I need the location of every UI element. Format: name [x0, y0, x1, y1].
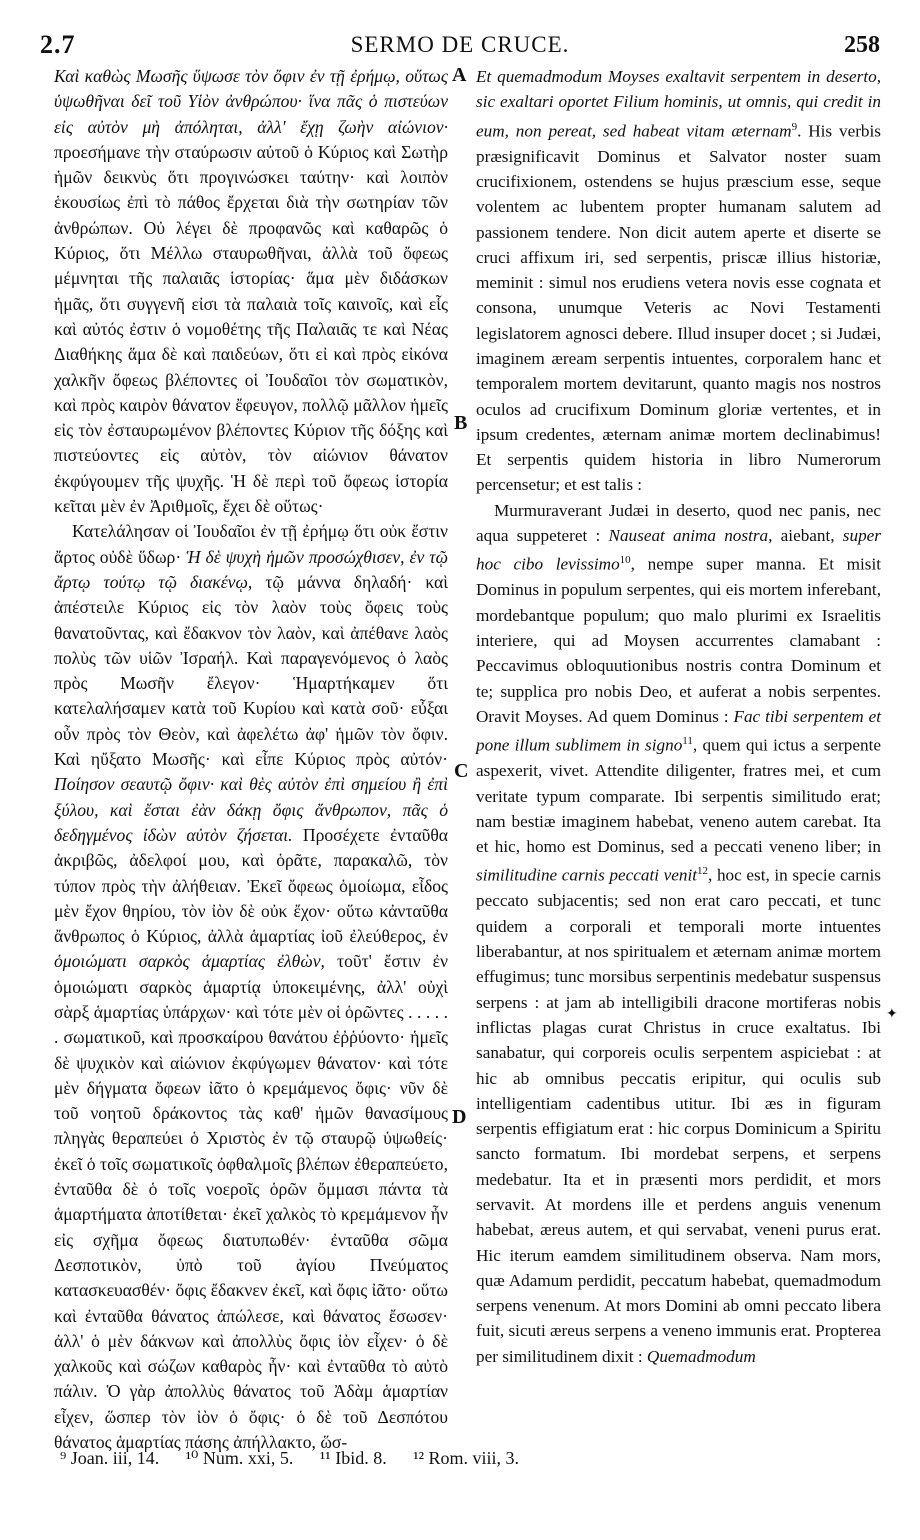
section-marker-a: A: [452, 64, 467, 86]
greek-paragraph: [54, 64, 448, 519]
greek-column: [54, 64, 448, 1453]
section-marker-d: D: [452, 1106, 467, 1128]
latin-quote: Quemadmodum: [646, 1346, 756, 1366]
greek-quote: Καὶ καθὼς Μωσῆς ὕψωσε τὸν ὄφιν ἐν τῇ ἐρήμῳ, οὕτως ὑψωθῆναι δεῖ τοῦ Υἱὸν ἀνθρώπου· ἵνα πᾶς ὁ πιστεύων εἰς αὐτὸν μὴ ἀπόληται, ἀλλ' ἔχῃ ζωὴν αἰώνιον·: [54, 66, 448, 137]
section-marker-c: C: [454, 760, 469, 782]
latin-quote: Fac tibi serpentem et pone illum sublimem in signo: [476, 706, 881, 755]
footnote-ref: 12: [697, 865, 709, 878]
greek-text: προεσήμανε τὴν σταύρωσιν αὐτοῦ ὁ Κύριος καὶ Σωτὴρ ἡμῶν δεικνὺς ὅτι προγινώσκει ταύτην· καὶ λοιπὸν ἑκουσίως ἐπὶ τὸ πάθος ἔρχεται διὰ τὴν σωτηρίαν τῶν ἀνθρώπων. Οὐ λέγει δὲ προφανῶς καὶ καθαρῶς ὁ Κύριος, ὅτι Μέλλω σταυρωθῆναι, ἀλλὰ τοῦ ὄφεως μέμνηται τῆς παλαιᾶς ἱστορίας· ἅμα μὲν διδάσκων ἡμᾶς, ὅτι συγγενῆ εἰσι τὰ παλαιὰ τοῖς καινοῖς, καὶ εἷς καὶ αὐτός ἐστιν ὁ νομοθέτης τῆς Παλαιᾶς τε καὶ Νέας Διαθήκης ἅμα δὲ καὶ παιδεύων, ὅτι εἰ καὶ πρὸς εἰκόνα χαλκῆν ὄφεως βλέποντες οἱ Ἰουδαῖοι τὸν σωματικὸν, καὶ πρὸς καιρὸν θάνατον ἔφευγον, πολλῷ μᾶλλον ἡμεῖς εἰς τὸν ἐσταυρωμένον βλέποντες Κύριον τῆς δόξης καὶ πιστεύοντες εἰς αὐτὸν, τὸν αἰώνιον θάνατον ἐκφύγουμεν τῆς ψυχῆς. Ἡ δὲ περὶ τοῦ ὄφεως ἱστορία κεῖται μὲν ἐν Ἀριθμοῖς, ἔχει δὲ οὕτως·: [54, 141, 448, 517]
latin-quote: similitudine carnis peccati venit: [476, 866, 698, 886]
footnote-ref: 9: [791, 120, 798, 133]
greek-quote: Ἡ δὲ ψυχὴ ἡμῶν προσώχθισεν, ἐν τῷ ἄρτῳ τούτῳ τῷ διακένῳ,: [54, 546, 448, 592]
latin-paragraph: [476, 64, 881, 498]
greek-quote: ὁμοιώματι σαρκὸς ἁμαρτίας ἐλθὼν,: [54, 951, 325, 972]
latin-text: . His verbis præsignificavit Dominus et Salvator noster suam crucifixionem, ostendens se hujus præscium esse, seque volentem ac lubentem propter humanam salutem ad passionem tendere. Non dicit autem aperte et diserte se cruci affixum iri, sed serpentis, priscæ illius historiæ, meminit : simul nos erudiens vetera novis esse cognata et consona, unumque Veteris ac Novi Testamenti legislatorem agnosci debere. Illud insuper docet ; si Judæi, imaginem æream serpentis intuentes, corporalem hanc et temporalem mortem devitarunt, quanto magis nos nostros oculos ad crucifixum Dominum gloriæ vertentes, et in ipsum credentes, æternam animæ mortem declinabimus! Et serpentis quidem historia in libro Numerorum percensetur; et est talis :: [476, 121, 881, 495]
latin-quote: super hoc cibo levissimo: [476, 526, 881, 575]
page-number-right: 258: [844, 32, 880, 58]
greek-quote: Ποίησον σεαυτῷ ὄφιν· καὶ θὲς αὐτὸν ἐπὶ σημείου ἢ ἐπὶ ξύλου, καὶ ἔσται ἐὰν δάκῃ ὄφις ἄνθρωπον, πᾶς ὁ δεδηγμένος ἰδὼν αὐτὸν ζήσεται.: [54, 774, 448, 845]
running-title: SERMO DE CRUCE.: [350, 32, 570, 57]
footnote: ¹¹ Ibid. 8.: [319, 1448, 387, 1468]
latin-column: [476, 64, 881, 1442]
latin-paragraph: [476, 498, 881, 1369]
latin-quote: Et quemadmodum Moyses exaltavit serpentem in deserto, sic exaltari oportet Filium hominis, ut omnis, qui credit in eum, non pereat, sed habeat vitam æternam: [476, 67, 881, 141]
page-number-left: 2.7: [40, 30, 76, 59]
greek-text: τῷ μάννα δηλαδή· καὶ ἀπέστειλε Κύριος εἰς τὸν λαὸν τοὺς ὄφεις τοὺς θανατοῦντας, καὶ ἔδακνον τὸν λαὸν, καὶ ἀπέθανε λαὸς πολὺς τῶν υἱῶν Ἰσραήλ. Καὶ παραγενόμενος ὁ λαὸς πρὸς Μωσῆν ἔλεγον· Ἡμαρτήκαμεν ὅτι κατελαλήσαμεν κατὰ τοῦ Κυρίου καὶ κατὰ σοῦ· εὖξαι οὖν πρὸς τὸν Θεὸν, καὶ ἀφελέτω ἀφ' ἡμῶν τὸν ὄφιν. Καὶ ηὔξατο Μωσῆς· καὶ εἶπε Κύριος πρὸς αὐτόν·: [54, 571, 448, 770]
latin-text: , hoc est, in specie carnis peccato subjacentis; sed non erat caro peccati, et tunc quidem a corporali et temporali morte intuentes liberabantur, at nos spiritualem et æternam animæ mortem effugimus; tunc morsibus serpentinis medebatur suspensus serpens : at jam ab intelligibili dracone mortiferas nobis inflictas plagas curat Christus in cruce exaltatus. Ibi sanabatur, qui corporeis oculis serpentem aspiciebat : at hic ab omnibus peccatis eripitur, qui oculis sub intelligentiam cadentibus utitur. Ibi æs in figuram serpentis effigiatum erat : hic corpus Dominicum a Spiritu sancto formatum. Ibi mordebat serpens, et serpens medebatur. Ita et in præsenti mors perdidit, et mors servavit. At mordens ille et perdens anguis venenum habebat, æreus autem, et qui servabat, veneni purus erat. Hic iterum eamdem similitudinem observa. Nam mors, quæ Adamum perdidit, peccatum habebat, quemadmodum serpens venenum. At mors Domini ab omni peccato libera fuit, sicuti æreus serpens a veneno immunis erat. Propterea per similitudinem dixit :: [476, 866, 881, 1366]
page-header: [40, 30, 880, 62]
star-marker: ✦: [886, 1006, 898, 1022]
section-marker-b: B: [454, 412, 468, 434]
footnotes: [60, 1448, 880, 1469]
greek-text: τοῦτ' ἔστιν ἐν ὁμοιώματι σαρκὸς ἁμαρτίᾳ ὑποκειμένης, ἀλλ' οὐχὶ σὰρξ ἁμαρτίας ὑπάρχων· καὶ τότε μὲν οἱ ὁρῶντες . . . . . . σωματικοῦ, καὶ προσκαίρου θανάτου ἐῤῥύοντο· ἡμεῖς δὲ ψυχικὸν καὶ αἰώνιον ἐκφύγωμεν θάνατον· καὶ τότε μὲν δήγματα ὄφεων ἰᾶτο ὁ κρεμάμενος ὄφις· νῦν δὲ τοῦ νοητοῦ δράκοντος τὰς καθ' ἡμῶν θανασίμους πληγὰς θεραπεύει ὁ Χριστὸς ἐν τῷ σταυρῷ ὑψωθείς· ἐκεῖ ὁ τοῖς σωματικοῖς ὀφθαλμοῖς βλέπων ἐθεραπεύετο, ἐνταῦθα δὲ ὁ τοῖς νοεροῖς ὁρῶν ὄμμασι πάντα τὰ ἁμαρτήματα ἀποτίθεται· ἐκεῖ χαλκὸς τὸ κρεμάμενον ἦν εἰς σχῆμα ὄφεως διατυπωθέν· ἐνταῦθα σῶμα Δεσποτικὸν, ὑπὸ τοῦ ἁγίου Πνεύματος κατασκευασθέν· ὄφις ἔδακνεν ἐκεῖ, καὶ ὄφις ἰᾶτο· οὕτω καὶ ἐνταῦθα θάνατος ἀπώλεσε, καὶ θάνατος ἔσωσεν· ἀλλ' ὁ μὲν δάκνων καὶ ἀπολλὺς ὄφις ἰὸν εἶχεν· ὁ δὲ χαλκοῦς καὶ σώζων καθαρὸς ἦν· καὶ ἐνταῦθα τὸ αὐτὸ πάλιν. Ὁ γὰρ ἀπολλὺς θάνατος τοῦ Ἀδὰμ ἁμαρτίαν εἶχεν, ὥσπερ τὸν ἰὸν ὁ ὄφις· ὁ δὲ τοῦ Δεσπότου θάνατος ἁμαρτίας πάσης ἀπήλλακτο, ὥσ-: [54, 951, 448, 1453]
latin-text: Murmuraverant Judæi in deserto, quod nec panis, nec aqua suppeteret :: [476, 500, 881, 546]
latin-quote: Nauseat anima nostra,: [608, 526, 773, 546]
greek-text: Κατελάλησαν οἱ Ἰουδαῖοι ἐν τῇ ἐρήμῳ ὅτι οὐκ ἔστιν ἄρτος οὐδὲ ὕδωρ·: [54, 521, 448, 567]
greek-text: Προσέχετε ἐνταῦθα ἀκριβῶς, ἀδελφοί μου, καὶ ὁρᾶτε, παρακαλῶ, τὸν τύπον πρὸς τὴν ἀλήθειαν. Ἐκεῖ ὄφεως ὁμοίωμα, εἶδος μὲν ἔχον θηρίου, τὸν ἰὸν δὲ οὐκ ἔχον· οὕτω κἀνταῦθα ἄνθρωπος ὁ Κύριος, ἀλλὰ ἁμαρτίας ἰοῦ ἐλεύθερος, ἐν: [54, 824, 448, 947]
footnote: ¹² Rom. viii, 3.: [413, 1448, 520, 1468]
footnote-ref: 10: [619, 554, 631, 567]
latin-text: aiebant,: [772, 526, 843, 546]
latin-text: , nempe super manna. Et misit Dominus in populum serpentes, qui eis mortem inferebant, mordebantque populum; quo malo plurimi ex Israelitis interiere, qui ad Moysen accurrentes clamabant : Peccavimus obloquutionibus nostris contra Dominum et te; supplica pro nobis Deo, et auferat a nobis serpentes. Oravit Moyses. Ad quem Dominus :: [476, 555, 882, 726]
latin-text: , quem qui ictus a serpente aspexerit, vivet. Attendite diligenter, fratres mei, et cum veritate typum comparate. Ibi serpentis similitudo erat; nam bestiæ imaginem habebat, veneno autem carebat. Ita et hic, homo est Dominus, sed a peccati veneno liber; in: [476, 735, 881, 857]
footnote: ⁹ Joan. iii, 14.: [60, 1448, 160, 1468]
footnote: ¹⁰ Num. xxi, 5.: [185, 1448, 294, 1468]
footnote-ref: 11: [682, 735, 693, 748]
greek-paragraph: [54, 519, 448, 1455]
